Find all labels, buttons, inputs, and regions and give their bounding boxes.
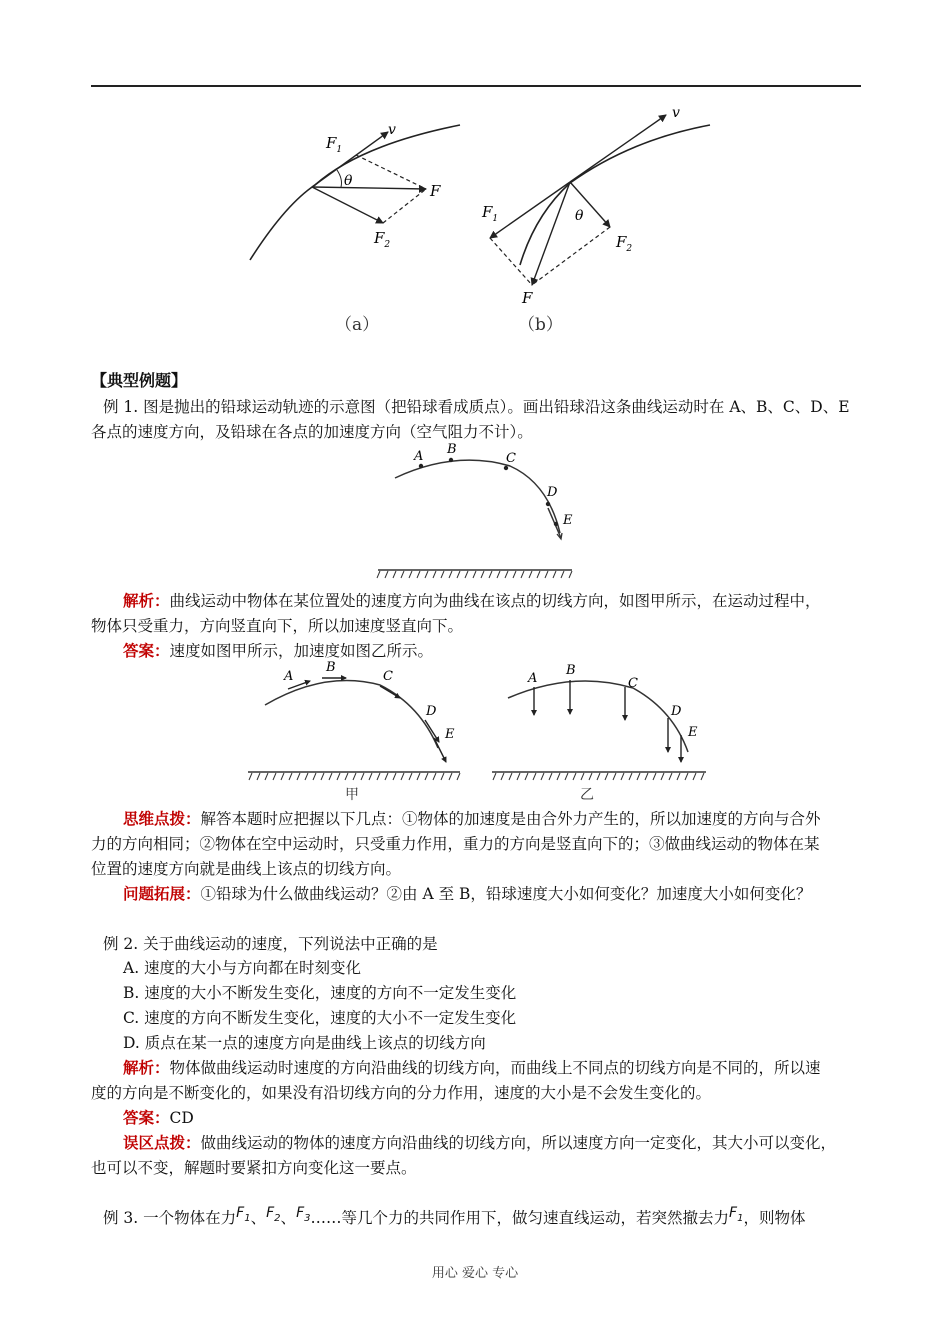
jia-point-D: D — [426, 704, 437, 719]
ex1-answer-label: 答案： — [123, 641, 170, 660]
fig-a-theta-label: θ — [344, 173, 353, 189]
fig-b-F2-label: $F_2$ — [616, 233, 633, 254]
jia-point-E: E — [445, 727, 455, 742]
jia-point-B: B — [326, 660, 336, 675]
yi-caption: 乙 — [580, 787, 594, 803]
ex1-analysis-line2: 物体只受重力，方向竖直向下，所以加速度竖直向下。 — [91, 617, 464, 635]
ex1-analysis-line1: 解析：曲线运动中物体在某位置处的速度方向为曲线在该点的切线方向，如图甲所示，在运动过程中， — [123, 591, 821, 610]
ex2-tip-line2: 也可以不变，解题时要紧扣方向变化这一要点。 — [91, 1159, 417, 1177]
fig-b-F-label: F — [522, 289, 533, 307]
figure-b-force-decomposition — [470, 95, 730, 340]
fig-b-v-label: v — [672, 105, 680, 121]
figure-a-force-decomposition — [240, 110, 470, 340]
ex1-question-line2: 各点的速度方向，及铅球在各点的加速度方向（空气阻力不计）。 — [91, 423, 533, 441]
page-footer: 用心 爱心 专心 — [431, 1266, 519, 1281]
ex1-tip-line1: 思维点拨：解答本题时应把握以下几点：①物体的加速度是由合外力产生的，所以加速度的方向与合外 — [123, 809, 821, 828]
ex2-analysis-label: 解析： — [123, 1058, 170, 1077]
jia-point-A: A — [284, 669, 294, 684]
yi-point-E: E — [688, 725, 698, 740]
ex1-point-E: E — [563, 513, 573, 528]
jia-ground-hatch — [249, 773, 460, 780]
jia-caption: 甲 — [345, 787, 359, 803]
ex2-analysis-line1: 解析：物体做曲线运动时速度的方向沿曲线的切线方向，而曲线上不同点的切线方向是不同的，所以速 — [123, 1058, 821, 1077]
ex2-option-d: D. 质点在某一点的速度方向是曲线上该点的切线方向 — [123, 1034, 486, 1052]
ex1-point-A: A — [414, 449, 424, 464]
yi-point-C: C — [628, 676, 638, 691]
ex2-answer-label: 答案： — [123, 1108, 170, 1127]
section-title: 【典型例题】 — [91, 371, 188, 390]
ex1-tip-label: 思维点拨： — [123, 809, 201, 828]
yi-point-A: A — [528, 671, 538, 686]
fig-b-caption: （b） — [518, 315, 563, 335]
ex1-figure-yi — [488, 660, 713, 805]
ex1-figure-jia — [240, 660, 470, 805]
ex2-tip-line1: 误区点拨：做曲线运动的物体的速度方向沿曲线的切线方向，所以速度方向一定变化，其大小可以变化， — [123, 1133, 837, 1152]
ex1-tip-line2: 力的方向相同；②物体在空中运动时，只受重力作用，重力的方向是竖直向下的；③做曲线运动的物体在某 — [91, 835, 820, 853]
ex1-ext-label: 问题拓展： — [123, 884, 201, 903]
jia-point-C: C — [383, 669, 393, 684]
ex1-question-line1: 例 1. 图是抛出的铅球运动轨迹的示意图（把铅球看成质点）。画出铅球沿这条曲线运动时在 A、B、C、D、E — [103, 398, 850, 416]
header-rule — [91, 85, 861, 87]
ex1-point-C: C — [506, 451, 516, 466]
ex1-point-B: B — [447, 442, 457, 457]
ex1-extension: 问题拓展：①铅球为什么做曲线运动？②由 A 至 B，铅球速度大小如何变化？加速度大小如何变化？ — [123, 884, 812, 903]
ex1-analysis-label: 解析： — [123, 591, 170, 610]
ex2-option-a: A. 速度的大小与方向都在时刻变化 — [123, 959, 362, 977]
ex2-tip-label: 误区点拨： — [123, 1133, 201, 1152]
fig-a-F1-label: $F_1$ — [326, 134, 343, 155]
ex1-tip-line3: 位置的速度方向就是曲线上该点的切线方向。 — [91, 860, 402, 878]
ex1-trajectory-figure — [370, 438, 590, 583]
ex3-question: 例 3. 一个物体在力$F_1$、$F_2$、$F_3\dots\dots$等几个力的共同作用下，做匀速直线运动，若突然撤去力$F_1$，则物体 — [103, 1205, 806, 1227]
fig-b-theta-label: θ — [575, 208, 584, 224]
ex2-analysis-line2: 度的方向是不断变化的，如果没有沿切线方向的分力作用，速度的大小是不会发生变化的。 — [91, 1084, 712, 1102]
fig-a-caption: （a） — [335, 315, 380, 335]
yi-point-B: B — [566, 663, 576, 678]
fig-a-F-label: F — [430, 182, 441, 200]
ex2-option-b: B. 速度的大小不断发生变化，速度的方向不一定发生变化 — [123, 984, 517, 1002]
ex1-ground-hatch — [377, 571, 572, 578]
fig-b-F1-label: $F_1$ — [482, 203, 499, 224]
ex1-point-D: D — [547, 485, 558, 500]
yi-ground-hatch — [493, 773, 704, 780]
ex2-question: 例 2. 关于曲线运动的速度，下列说法中正确的是 — [103, 935, 438, 953]
ex2-answer: 答案：CD — [123, 1108, 194, 1127]
yi-point-D: D — [671, 704, 682, 719]
fig-a-F2-label: $F_2$ — [374, 229, 391, 250]
ex2-option-c: C. 速度的方向不断发生变化，速度的大小不一定发生变化 — [123, 1009, 517, 1027]
fig-a-v-label: v — [388, 122, 396, 138]
ex1-answer: 答案：速度如图甲所示，加速度如图乙所示。 — [123, 641, 434, 660]
